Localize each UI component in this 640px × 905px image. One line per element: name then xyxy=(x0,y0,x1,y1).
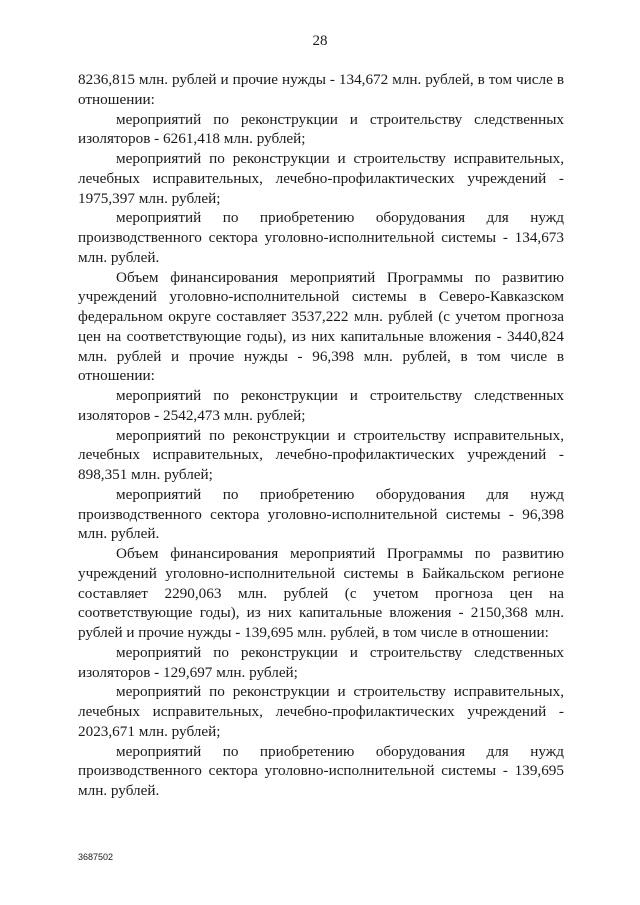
paragraph: мероприятий по приобретению оборудования для нужд производственного сектора уголовно-исполнительной системы - 139,695 млн. рублей. xyxy=(78,742,564,799)
paragraph: мероприятий по реконструкции и строительству исправительных, лечебных исправительных, лечебно-профилактических учреждений - 898,351 млн. рублей; xyxy=(78,426,564,483)
page-number: 28 xyxy=(312,33,328,49)
document-code: 3687502 xyxy=(78,852,114,862)
paragraph: мероприятий по реконструкции и строительству следственных изоляторов - 6261,418 млн. рублей; xyxy=(78,110,564,148)
paragraph: мероприятий по реконструкции и строительству исправительных, лечебных исправительных, лечебно-профилактических учреждений - 2023,671 млн. рублей; xyxy=(78,683,564,740)
paragraph: мероприятий по реконструкции и строительству следственных изоляторов - 129,697 млн. рублей; xyxy=(78,643,564,681)
paragraph: мероприятий по приобретению оборудования для нужд производственного сектора уголовно-исполнительной системы - 134,673 млн. рублей. xyxy=(78,209,564,266)
paragraph: мероприятий по реконструкции и строительству исправительных, лечебных исправительных, лечебно-профилактических учреждений - 1975,397 млн. рублей; xyxy=(78,150,564,207)
document-body xyxy=(78,70,564,801)
paragraph: Объем финансирования мероприятий Программы по развитию учреждений уголовно-исполнительной системы в Байкальском регионе составляет 2290,063 млн. рублей (с учетом прогноза цен на соответствующие годы), из них капитальные вложения - 2150,368 млн. рублей и прочие нужды - 139,695 млн. рублей, в том числе в отношении: xyxy=(78,545,564,641)
paragraph: 8236,815 млн. рублей и прочие нужды - 134,672 млн. рублей, в том числе в отношении: xyxy=(78,71,564,108)
paragraph: мероприятий по реконструкции и строительству следственных изоляторов - 2542,473 млн. рублей; xyxy=(78,387,564,424)
paragraph: Объем финансирования мероприятий Программы по развитию учреждений уголовно-исполнительной системы в Северо-Кавказском федеральном округе составляет 3537,222 млн. рублей (с учетом прогноза цен на соответствующие годы), из них капитальные вложения - 3440,824 млн. рублей и прочие нужды - 96,398 млн. рублей, в том числе в отношении: xyxy=(78,268,564,385)
paragraph: мероприятий по приобретению оборудования для нужд производственного сектора уголовно-исполнительной системы - 96,398 млн. рублей. xyxy=(78,485,564,543)
